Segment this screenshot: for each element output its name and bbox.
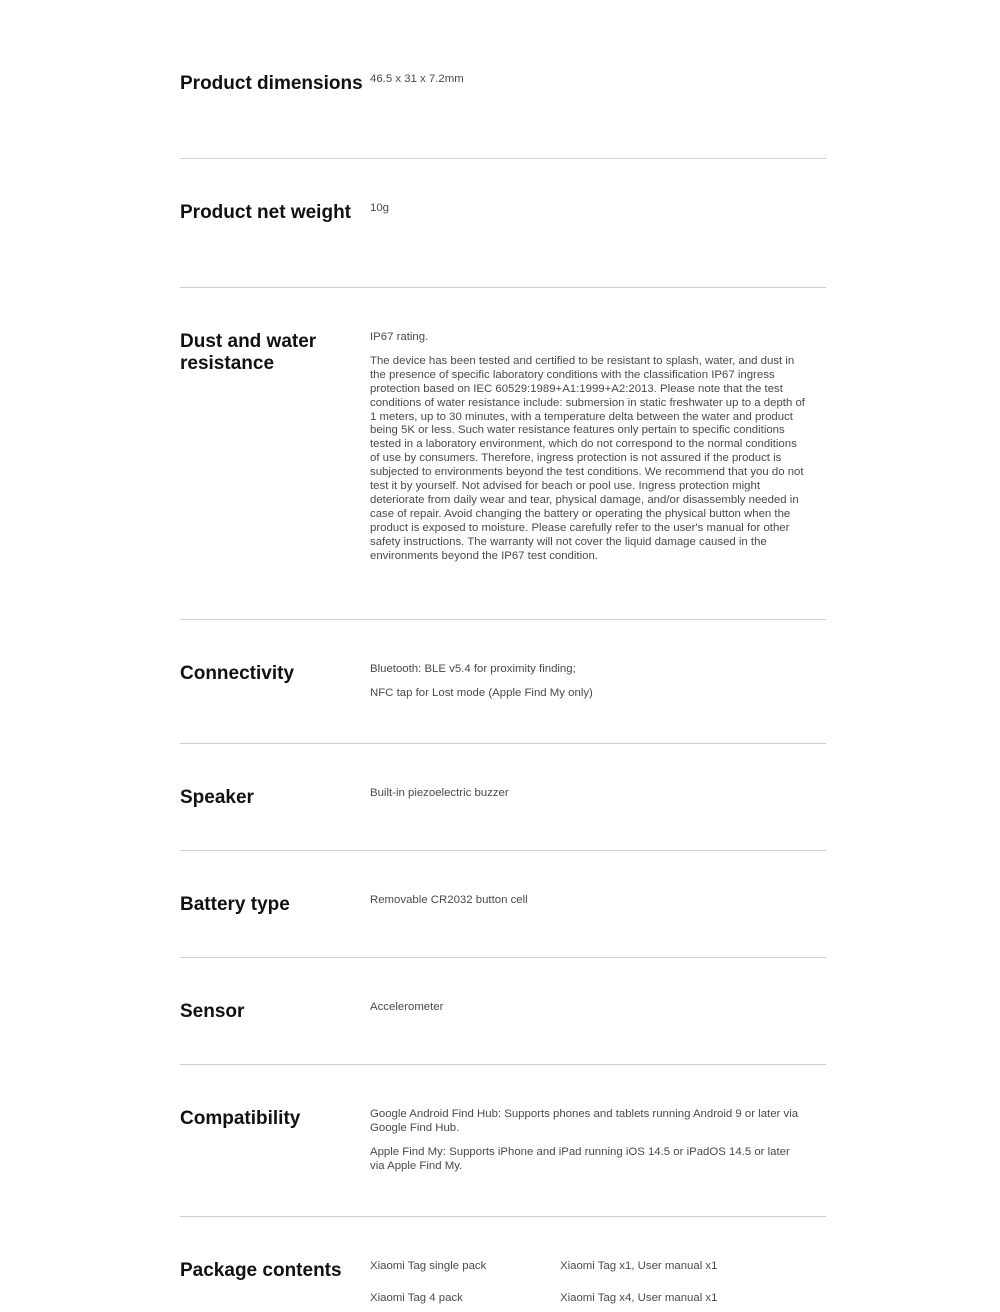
spec-label-weight: Product net weight — [180, 202, 351, 223]
spec-value-package — [370, 1260, 826, 1312]
connectivity-bluetooth: Bluetooth: BLE v5.4 for proximity finding; — [370, 663, 576, 675]
spec-row-connectivity — [180, 620, 826, 744]
spec-row-compatibility — [180, 1065, 826, 1217]
spec-label-water-resistance: Dust and water resistance — [180, 331, 317, 374]
dimensions-value: 46.5 x 31 x 7.2mm — [370, 73, 464, 85]
spec-value-sensor — [370, 1001, 826, 1064]
spec-value-connectivity — [370, 663, 826, 743]
sensor-value: Accelerometer — [370, 1001, 444, 1013]
water-description: The device has been tested and certified to be resistant to splash, water, and dust in the presence of specific laboratory conditions with the classification IP67 ingress protection based on IEC 60529:1989+A1:1999+A2:2013. Please note that the test conditions of water resistance include: submersion in static freshwater up to a depth of 1 meters, up to 30 minutes, with a temperature delta between the water and product being 5K or less. Such water resistance features only pertain to specific conditions tested in a laboratory environment, which do not correspond to the normal conditions of use by consumers. Therefore, ingress protection is not assured if the product is subjected to environments beyond the test conditions. We recommend that you do not test it by yourself. Not advised for beach or pool use. Ingress protection might deteriorate from daily wear and tear, physical damage, and/or disassembly needed in case of repair. Avoid changing the battery or operating the physical button when the product is exposed to moisture. Please carefully refer to the user's manual for other safety instructions. The warranty will not cover the liquid damage caused in the environments beyond the IP67 test condition. — [370, 354, 805, 562]
package-item-contents: Xiaomi Tag x4, User manual x1 — [560, 1291, 718, 1304]
spec-row-package — [180, 1217, 826, 1312]
spec-label-package: Package contents — [180, 1260, 342, 1281]
spec-row-sensor — [180, 958, 826, 1065]
spec-row-battery — [180, 851, 826, 958]
water-rating: IP67 rating. — [370, 331, 429, 343]
compatibility-android: Google Android Find Hub: Supports phones and tablets running Android 9 or later via Google Find Hub. — [370, 1108, 799, 1134]
spec-label-compatibility: Compatibility — [180, 1108, 301, 1129]
speaker-value: Built-in piezoelectric buzzer — [370, 787, 509, 799]
spec-label-connectivity: Connectivity — [180, 663, 295, 684]
spec-value-compatibility — [370, 1108, 826, 1216]
package-item-name: Xiaomi Tag 4 pack — [370, 1291, 463, 1304]
spec-label-dimensions: Product dimensions — [180, 73, 363, 94]
package-item-name: Xiaomi Tag single pack — [370, 1260, 487, 1272]
connectivity-nfc: NFC tap for Lost mode (Apple Find My only) — [370, 686, 593, 699]
spec-table — [180, 0, 826, 1312]
spec-label-speaker: Speaker — [180, 787, 254, 808]
compatibility-apple: Apple Find My: Supports iPhone and iPad running iOS 14.5 or iPadOS 14.5 or later via Apple Find My. — [370, 1145, 790, 1172]
spec-row-weight — [180, 159, 826, 288]
spec-label-battery: Battery type — [180, 894, 290, 915]
spec-value-weight — [370, 202, 826, 287]
battery-value: Removable CR2032 button cell — [370, 894, 528, 906]
spec-value-water-resistance — [370, 331, 826, 619]
spec-row-speaker — [180, 744, 826, 851]
spec-row-dimensions — [180, 0, 826, 159]
weight-value: 10g — [370, 202, 390, 214]
spec-value-speaker — [370, 787, 826, 850]
package-item-contents: Xiaomi Tag x1, User manual x1 — [560, 1260, 718, 1272]
spec-value-battery — [370, 894, 826, 957]
spec-label-sensor: Sensor — [180, 1001, 245, 1022]
spec-value-dimensions — [370, 73, 826, 158]
spec-row-water-resistance — [180, 288, 826, 620]
